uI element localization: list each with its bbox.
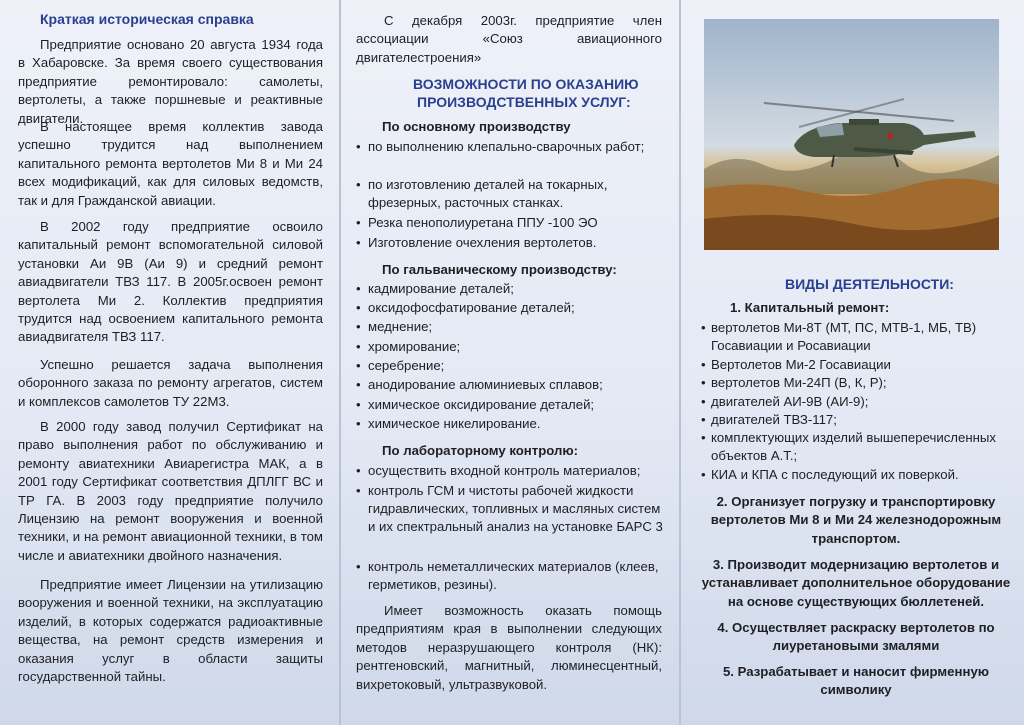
- list-item: • кадмирование деталей;: [356, 280, 668, 298]
- list-item: • химическое никелирование.: [356, 415, 668, 433]
- activity-item: 5. Разрабатывает и наносит фирменную символику: [722, 664, 990, 698]
- subheading-galvanic: По гальваническому производству:: [382, 262, 617, 277]
- list-item: • Изготовление очехления вертолетов.: [356, 234, 668, 252]
- list-item: • Вертолетов Ми-2 Госавиации: [701, 356, 1013, 374]
- list-item: • по выполнению клепально-сварочных работ;: [356, 138, 668, 156]
- activities-heading: ВИДЫ ДЕЯТЕЛЬНОСТИ:: [785, 276, 954, 292]
- activity-item: 3. Производит модернизацию вертолетов и устанавливает дополнительное оборудование на основе существующих бюллетеней.: [701, 557, 1011, 609]
- list-item: • осуществить входной контроль материалов;: [356, 462, 668, 480]
- history-heading: Краткая историческая справка: [40, 11, 254, 27]
- list-item: • хромирование;: [356, 338, 668, 356]
- panel-history: [0, 0, 339, 725]
- list-item: • химическое оксидирование деталей;: [356, 396, 668, 414]
- list-item: • оксидофосфатирование деталей;: [356, 299, 668, 317]
- history-paragraph: Предприятие имеет Лицензии на утилизацию вооружения и военной техники, на эксплуатацию изделий, в которых содержатся радиоактивные вещества, на ремонт средств измерения и оказания услуг в области защиты государственной тайны.: [18, 577, 323, 685]
- services-heading: ВОЗМОЖНОСТИ ПО ОКАЗАНИЮ: [413, 76, 639, 92]
- list-item: • анодирование алюминиевых сплавов;: [356, 376, 668, 394]
- list-item: • вертолетов Ми-8Т (МТ, ПС, МТВ-1, МБ, ТВ) Госавиации и Росавиации: [701, 319, 1013, 355]
- list-item: • комплектующих изделий вышеперечисленных объектов А.Т.;: [701, 429, 1013, 465]
- subheading-lab: По лабораторному контролю:: [382, 443, 579, 458]
- history-paragraph: В настоящее время коллектив завода успешно трудится над выполнением капитального ремонта вертолетов Ми 8 и Ми 24 всех модификаций, как для силовых ведомств, так и для Гражданской авиации.: [18, 119, 323, 208]
- activity-item: 4. Осуществляет раскраску вертолетов по лиуретановыми змалями: [717, 620, 995, 654]
- list-item: • меднение;: [356, 318, 668, 336]
- helicopter-icon: [704, 19, 999, 250]
- list-item: • Резка пенополиуретана ППУ -100 ЭО: [356, 214, 668, 232]
- subheading-production: По основному производству: [382, 119, 571, 134]
- association-note: С декабря 2003г. предприятие член ассоциации «Союз авиационного двигателестроения»: [356, 13, 662, 65]
- history-paragraph: Предприятие основано 20 августа 1934 года в Хабаровске. За время своего существования предприятие ремонтировало: самолеты, вертолеты, а также поршневые и реактивные двигатели.: [18, 37, 323, 126]
- activity-item: 2. Организует погрузку и транспортировку вертолетов Ми 8 и Ми 24 железнодорожным транспортом.: [710, 494, 1002, 546]
- ndt-paragraph: Имеет возможность оказать помощь предприятиям края в выполнении следующих методов неразрушающего контроля (НК): рентгеновский, магнитный, люминесцентный, вихретоковый, ультразвуковой.: [356, 603, 662, 692]
- helicopter-photo: [704, 19, 999, 250]
- list-item: • контроль ГСМ и чистоты рабочей жидкости гидравлических, топливных и масляных систем и их спектральный анализ на установке БАРС 3: [356, 482, 668, 537]
- item-1-title: 1. Капитальный ремонт:: [730, 300, 890, 315]
- list-item: • контроль неметаллических материалов (клеев, герметиков, резины).: [356, 558, 668, 594]
- panel-services: [341, 0, 679, 725]
- list-item: • двигателей ТВЗ-117;: [701, 411, 1013, 429]
- history-paragraph: Успешно решается задача выполнения оборонного заказа по ремонту агрегатов, систем и комплексов самолетов ТУ 22М3.: [18, 357, 323, 409]
- history-paragraph: В 2000 году завод получил Сертификат на право выполнения работ по обслуживанию и ремонту авиатехники Авиарегистра МАК, а в 2001 году Сертификат соответствия ДПЛГГ ВС и ТР ГА. В 2003 году предприятие получило Лицензию на ремонт вооружения и военной техники, и на ремонт авиационной техники, в том числе и авиатехники двойного назначения.: [18, 419, 323, 563]
- list-item: • серебрение;: [356, 357, 668, 375]
- history-paragraph: В 2002 году предприятие освоило капитальный ремонт вспомогательной силовой установки Аи 9В (Аи 9) и средний ремонт авиадвигатели ТВЗ 117. В 2005г.освоен ремонт вертолета Ми 2. Коллектив предприятия трудится над освоением капитального ремонта авиадвигателя ТВЗ 117.: [18, 219, 323, 345]
- list-item: • вертолетов Ми-24П (В, К, Р);: [701, 374, 1013, 392]
- panel-activities: [681, 0, 1024, 725]
- services-heading: ПРОИЗВОДСТВЕННЫХ УСЛУГ:: [417, 94, 631, 110]
- list-item: • двигателей АИ-9В (АИ-9);: [701, 393, 1013, 411]
- list-item: • по изготовлению деталей на токарных, фрезерных, расточных станках.: [356, 176, 668, 212]
- list-item: • КИА и КПА с последующий их поверкой.: [701, 466, 1013, 484]
